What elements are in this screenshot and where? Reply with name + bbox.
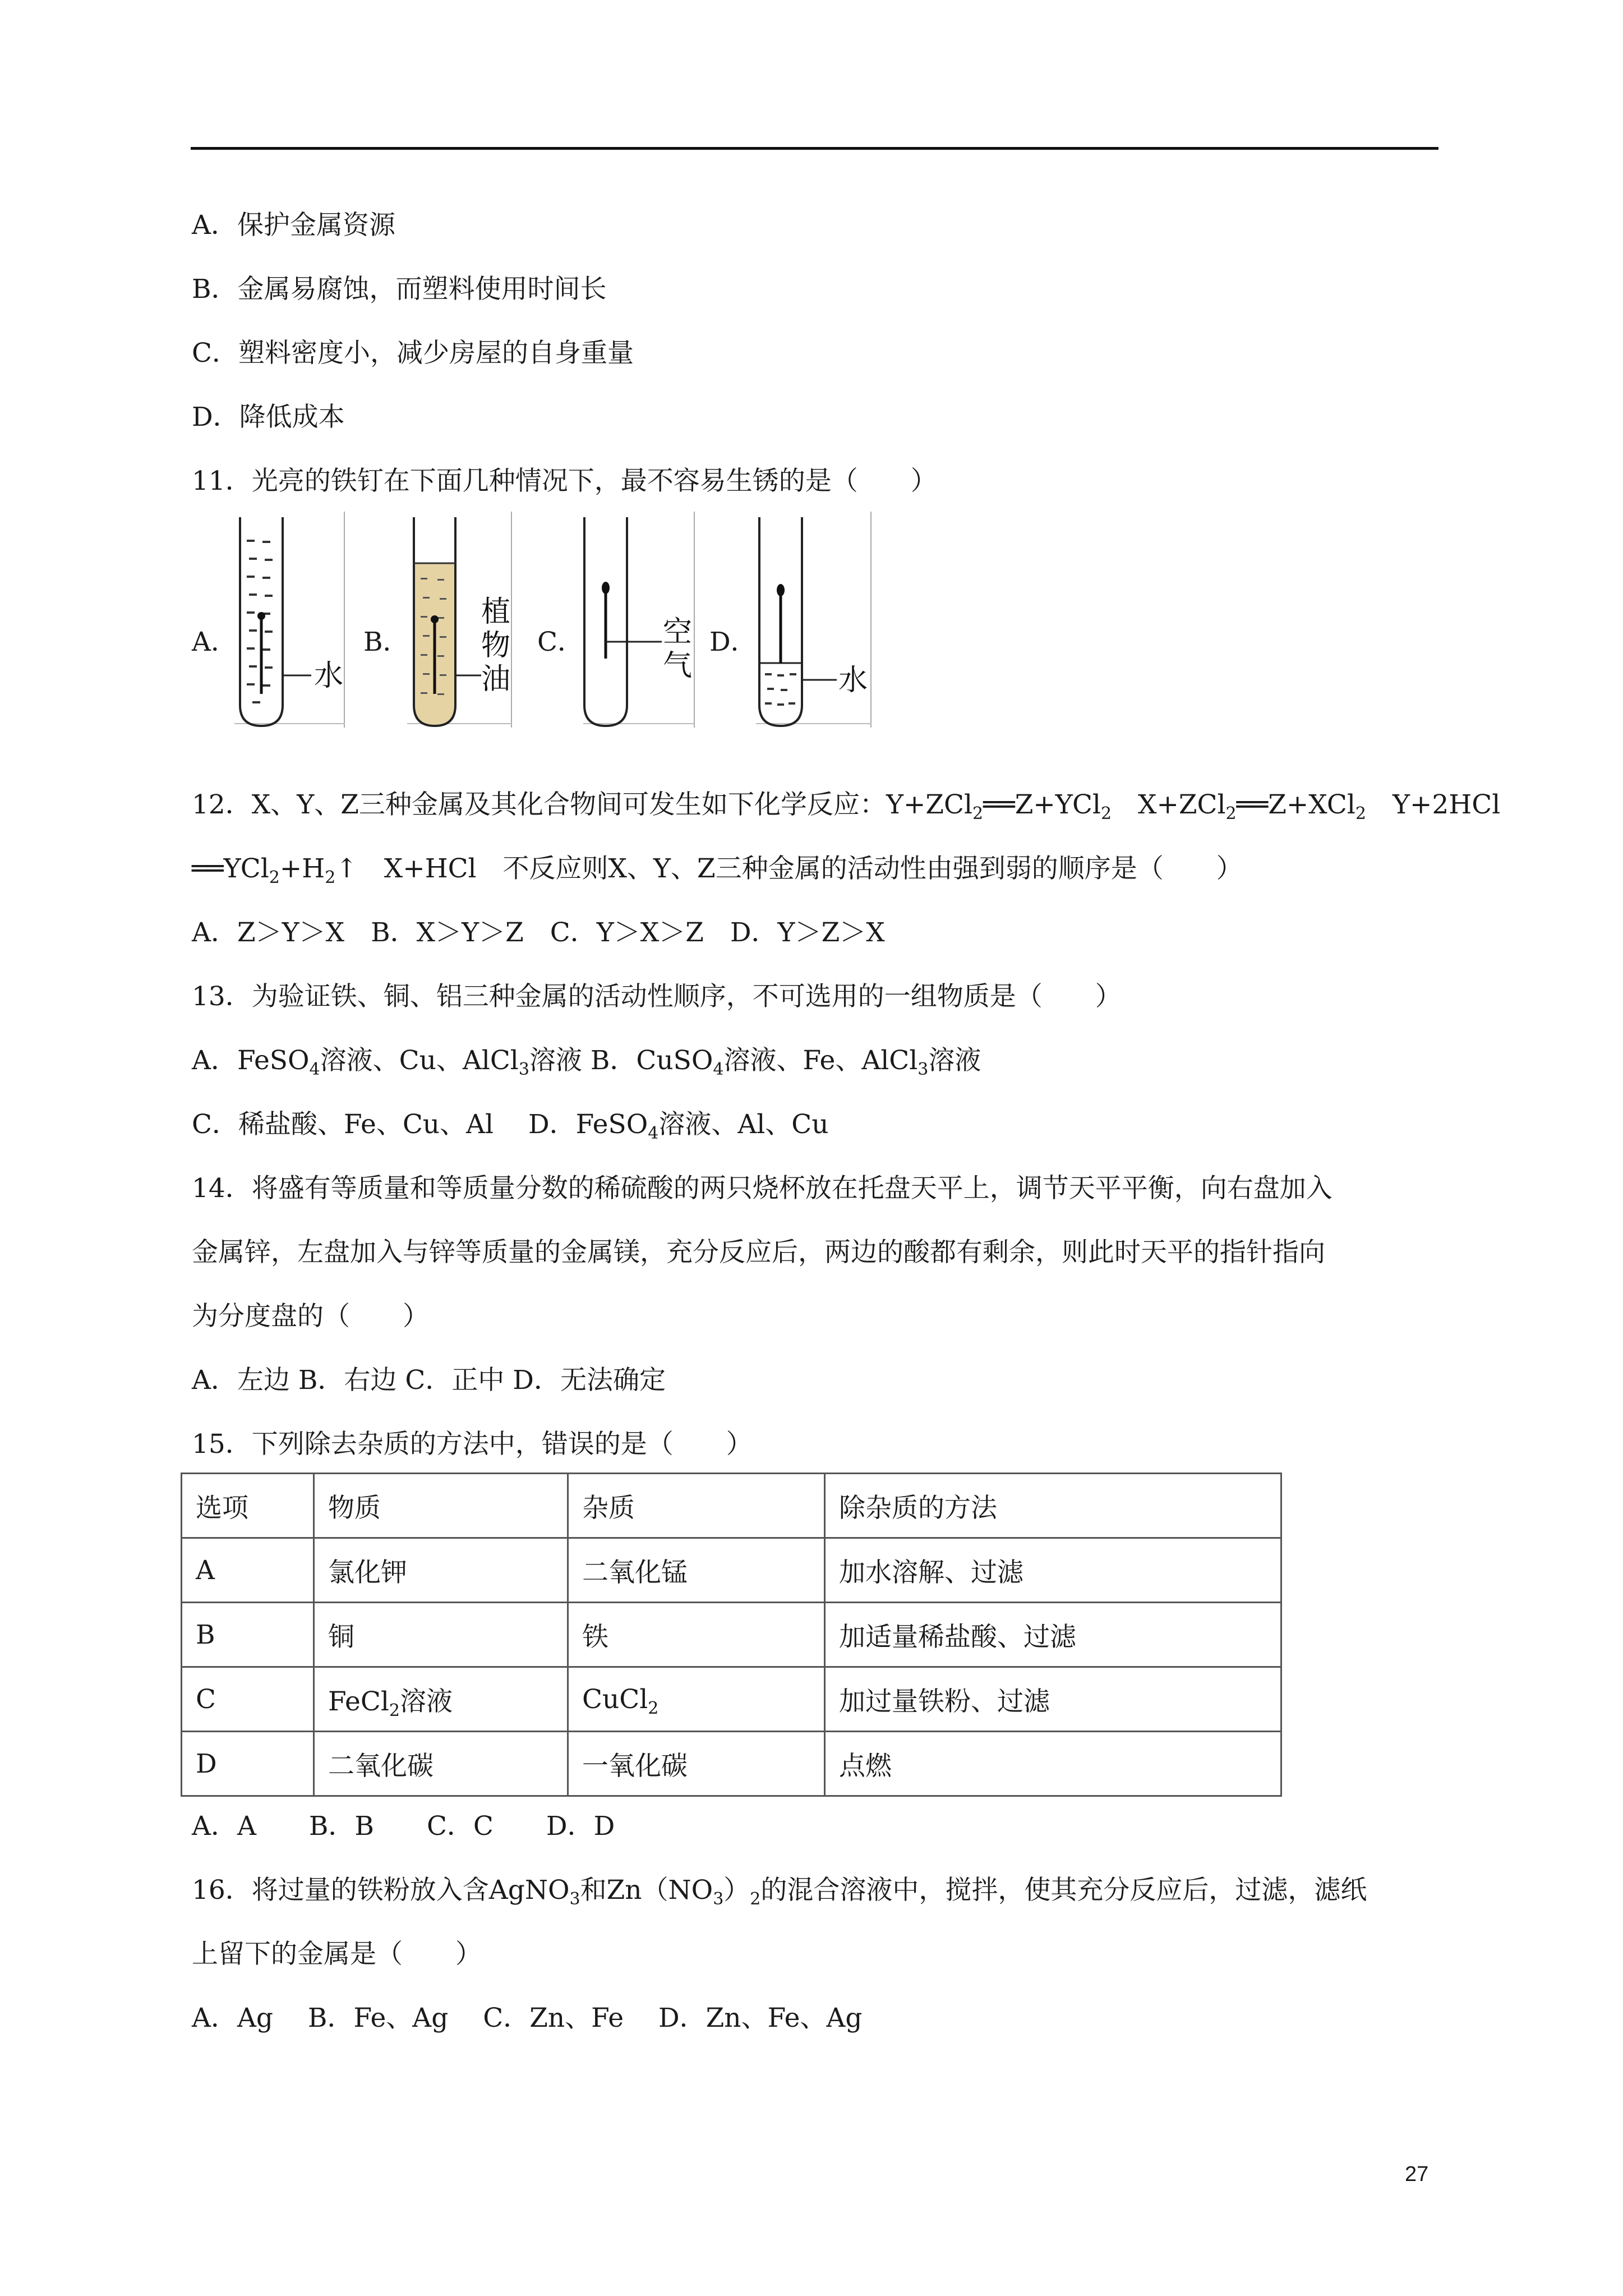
q12-text: ══Z+YCl	[983, 789, 1101, 820]
q15-stem: 15．下列除去杂质的方法中，错误的是（ ）	[192, 1429, 753, 1460]
q13-text: 溶液、Fe、AlCl	[723, 1045, 918, 1076]
table-header-cell: 物质	[314, 1474, 568, 1538]
q16-line-2: 上留下的金属是（ ）	[192, 1939, 482, 1970]
tube-c-label-1: 空	[663, 615, 693, 649]
table-cell	[568, 1667, 825, 1732]
subscript: 3	[713, 1889, 724, 1909]
subscript: 2	[325, 868, 336, 887]
subscript: 2	[1225, 804, 1237, 823]
subscript: 2	[750, 1889, 761, 1909]
q15-options: A．A B．B C．C D．D	[192, 1811, 615, 1842]
q15-table	[181, 1473, 1282, 1797]
header-rule	[191, 147, 1438, 150]
table-cell: 二氧化锰	[568, 1538, 825, 1603]
table-cell-text: FeCl	[328, 1686, 389, 1717]
table-cell	[314, 1667, 568, 1732]
subscript: 2	[648, 1698, 659, 1718]
q12-text: X+ZCl	[1112, 789, 1226, 820]
subscript: 2	[1355, 804, 1366, 823]
table-cell: 铜	[314, 1603, 568, 1667]
q13-options-ab	[192, 1044, 981, 1078]
table-cell: D	[182, 1732, 314, 1796]
q13-stem: 13．为验证铁、铜、铝三种金属的活动性顺序，不可选用的一组物质是（ ）	[192, 981, 1122, 1012]
q16-text: 的混合溶液中，搅拌，使其充分反应后，过滤，滤纸	[760, 1875, 1367, 1906]
q10-option-c: C．塑料密度小，减少房屋的自身重量	[192, 338, 634, 369]
q13-text: 溶液、Cu、AlCl	[320, 1045, 519, 1076]
q13-options-cd	[192, 1108, 829, 1142]
subscript: 4	[309, 1060, 320, 1079]
tube-b-label-3: 油	[481, 662, 511, 696]
q12-text: 12．X、Y、Z三种金属及其化合物间可发生如下化学反应：Y+ZCl	[192, 789, 973, 820]
subscript: 3	[518, 1060, 529, 1079]
table-header-cell: 除杂质的方法	[825, 1474, 1281, 1538]
q12-text: ══YCl	[192, 853, 269, 884]
q12-line-1	[192, 788, 1500, 822]
q13-text: 溶液、Al、Cu	[658, 1109, 829, 1140]
q10-option-d: D．降低成本	[192, 402, 345, 432]
q14-line-1: 14．将盛有等质量和等质量分数的稀硫酸的两只烧杯放在托盘天平上，调节天平平衡，向右盘加入	[192, 1173, 1332, 1204]
q11-label-c: C．	[537, 627, 584, 657]
q12-text: +H	[279, 853, 325, 884]
tube-c-air-diagram	[579, 512, 705, 736]
q13-text: 溶液	[928, 1045, 981, 1076]
tube-d-label: 水	[838, 664, 868, 697]
table-cell: 加水溶解、过滤	[825, 1538, 1281, 1603]
page-number: 27	[1405, 2162, 1429, 2186]
subscript: 3	[917, 1060, 929, 1079]
table-cell-text: CuCl	[582, 1683, 648, 1715]
table-header-cell: 杂质	[568, 1474, 825, 1538]
q13-text: 溶液 B．CuSO	[529, 1045, 713, 1076]
table-cell: C	[182, 1667, 314, 1732]
q13-text: A．FeSO	[192, 1045, 310, 1076]
table-cell: B	[182, 1603, 314, 1667]
q14-line-3: 为分度盘的（ ）	[192, 1301, 429, 1332]
q14-options: A．左边 B．右边 C．正中 D．无法确定	[192, 1365, 666, 1396]
q11-label-a: A．	[192, 627, 237, 657]
table-header-row	[182, 1474, 1281, 1538]
table-row	[182, 1667, 1281, 1732]
subscript: 2	[972, 804, 984, 823]
subscript: 2	[1100, 804, 1112, 823]
table-cell: 铁	[568, 1603, 825, 1667]
q16-options: A．Ag B．Fe、Ag C．Zn、Fe D．Zn、Fe、Ag	[192, 2003, 863, 2033]
table-cell: A	[182, 1538, 314, 1603]
tube-a-label: 水	[314, 659, 344, 693]
table-row	[182, 1538, 1281, 1603]
subscript: 4	[713, 1060, 724, 1079]
table-cell: 加适量稀盐酸、过滤	[825, 1603, 1281, 1667]
tube-c-label-2: 气	[663, 649, 693, 683]
subscript: 2	[389, 1700, 400, 1720]
q10-option-b: B．金属易腐蚀，而塑料使用时间长	[192, 274, 607, 305]
q16-text: 16．将过量的铁粉放入含AgNO	[192, 1875, 570, 1906]
table-cell: 二氧化碳	[314, 1732, 568, 1796]
tube-b-label-1: 植	[481, 595, 511, 629]
q12-options: A．Z＞Y＞X B．X＞Y＞Z C．Y＞X＞Z D．Y＞Z＞X	[192, 917, 885, 948]
q12-text: Y+2HCl	[1366, 789, 1501, 820]
q16-text: ）	[723, 1875, 750, 1906]
table-header-cell: 选项	[182, 1474, 314, 1538]
q12-text: ══Z+XCl	[1236, 789, 1355, 820]
q11-label-d: D．	[709, 627, 757, 657]
subscript: 4	[648, 1124, 659, 1143]
q13-text: C．稀盐酸、Fe、Cu、Al D．FeSO	[192, 1109, 648, 1140]
table-cell: 一氧化碳	[568, 1732, 825, 1796]
subscript: 2	[269, 868, 280, 887]
q11-label-b: B．	[363, 627, 409, 657]
table-row	[182, 1732, 1281, 1796]
tube-d-water-diagram	[751, 512, 880, 736]
q10-option-a: A．保护金属资源	[192, 210, 395, 241]
table-cell: 加过量铁粉、过滤	[825, 1667, 1281, 1732]
q11-stem: 11．光亮的铁钉在下面几种情况下，最不容易生锈的是（ ）	[192, 466, 937, 496]
table-cell: 氯化钾	[314, 1538, 568, 1603]
tube-a-water-diagram	[230, 512, 353, 736]
q12-text: ↑ X+HCl 不反应则X、Y、Z三种金属的活动性由强到弱的顺序是（ ）	[335, 853, 1243, 884]
table-cell-text: 溶液	[399, 1686, 453, 1717]
q16-line-1	[192, 1874, 1367, 1907]
tube-b-oil-diagram	[403, 512, 526, 736]
q12-line-2	[192, 852, 1243, 886]
tube-b-label-2: 物	[481, 629, 511, 662]
q16-text: 和Zn（NO	[580, 1875, 713, 1906]
table-row	[182, 1603, 1281, 1667]
table-cell: 点燃	[825, 1732, 1281, 1796]
q14-line-2: 金属锌，左盘加入与锌等质量的金属镁，充分反应后，两边的酸都有剩余，则此时天平的指针指向	[192, 1237, 1325, 1268]
subscript: 3	[569, 1889, 580, 1909]
